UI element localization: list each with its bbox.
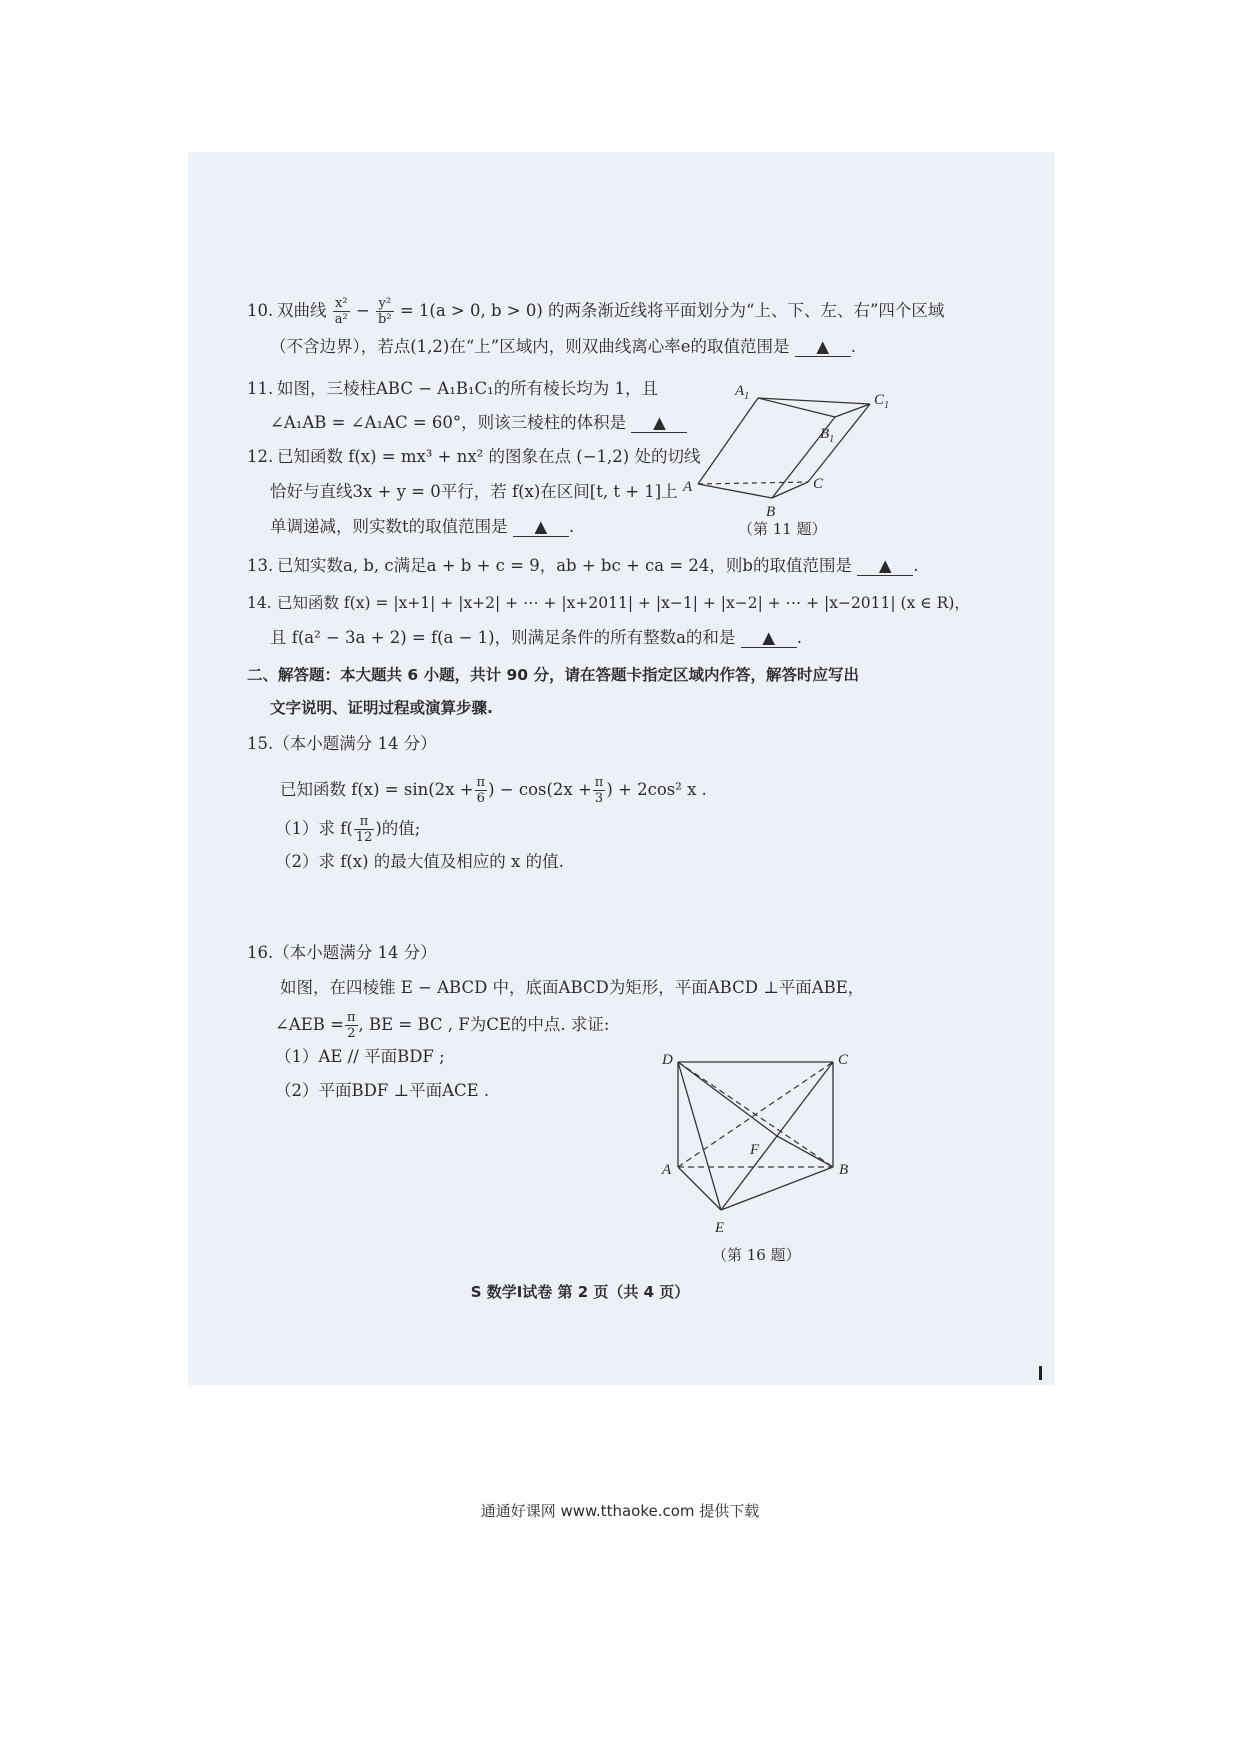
fraction-pi-6 — [475, 775, 488, 806]
text: ) + 2cos² x . — [606, 780, 707, 799]
text: 单调递减，则实数t的取值范围是 — [270, 517, 508, 536]
fraction-x2-a2 — [333, 296, 350, 327]
numerator: x² — [333, 296, 350, 312]
section-2-heading-line-1: 二、解答题：本大题共 6 小题，共计 90 分，请在答题卡指定区域内作答，解答时应写出 — [247, 666, 859, 684]
text: 已知函数 f(x) = mx³ + nx² 的图象在点 (−1,2) 处的切线 — [277, 447, 701, 466]
numerator: π — [594, 775, 604, 790]
problem-16-line-1: 如图，在四棱锥 E − ABCD 中，底面ABCD为矩形，平面ABCD ⊥平面ABE， — [280, 978, 865, 997]
fraction-y2-b2 — [376, 296, 394, 327]
text: ∠A₁AB = ∠A₁AC = 60°，则该三棱柱的体积是 — [270, 413, 627, 432]
text: ∠AEB = — [275, 1015, 344, 1034]
problem-11-line-2 — [270, 412, 687, 434]
text: 恰好与直线3x + y = 0平行，若 f(x)在区间[t, t + 1]上 — [270, 482, 678, 501]
page-footer: S 数学Ⅰ试卷 第 2 页（共 4 页） — [470, 1283, 690, 1301]
edge-a1-b1 — [758, 398, 835, 417]
denominator: b² — [378, 312, 392, 327]
problem-number: 11. — [247, 379, 274, 398]
denominator: 3 — [594, 791, 604, 806]
label-b: B — [839, 1162, 849, 1178]
edge-a-a1 — [698, 398, 758, 484]
fraction-pi-12 — [354, 814, 375, 845]
label-b: B — [766, 504, 776, 520]
problem-12-line-1 — [247, 446, 700, 468]
denominator: 2 — [347, 1026, 356, 1041]
download-caption: 通通好课网 www.tthaoke.com 提供下载 — [480, 1502, 760, 1520]
figure-16-pyramid — [655, 1050, 865, 1250]
problem-15-given — [280, 775, 707, 806]
denominator: 6 — [476, 791, 485, 806]
text: = 1(a > 0, b > 0) 的 — [399, 301, 565, 320]
text: 且 f(a² − 3a + 2) = f(a − 1)，则满足条件的所有整数a的和是 — [270, 628, 736, 647]
problem-15-question-2: （2）求 f(x) 的最大值及相应的 x 的值. — [275, 852, 564, 871]
answer-blank: ▲ — [513, 518, 569, 537]
problem-15-question-1 — [275, 814, 420, 845]
label-e: E — [715, 1220, 725, 1236]
denominator: a² — [334, 312, 348, 327]
problem-14-line-1 — [247, 592, 970, 614]
label-a: A — [683, 479, 693, 495]
label-d: D — [662, 1052, 673, 1068]
text: ) − cos(2x + — [488, 780, 592, 799]
edge-a-b — [698, 484, 772, 498]
text: （1）求 f( — [275, 819, 353, 838]
problem-15-head: 15.（本小题满分 14 分） — [247, 734, 437, 753]
label-a: A — [662, 1162, 672, 1178]
problem-16-line-2 — [275, 1010, 609, 1041]
problem-16-question-2: （2）平面BDF ⊥平面ACE . — [275, 1081, 490, 1100]
answer-blank: ▲ — [857, 557, 913, 576]
text: 已知函数 f(x) = |x+1| + |x+2| + ⋯ + |x+2011| + |x−1| + |x−2| + ⋯ + |x−2011| (x ∈ R)， — [277, 594, 970, 612]
problem-number: 12. — [247, 447, 274, 466]
text: , BE = BC , F为CE的中点. 求证: — [358, 1015, 610, 1034]
scan-edge-mark — [1039, 1366, 1042, 1380]
fraction-pi-3 — [593, 775, 606, 806]
problem-16-question-1: （1）AE // 平面BDF ; — [275, 1047, 445, 1066]
problem-13: 13. 已知实数a, b, c满足a + b + c = 9，ab + bc + ca = 24，则b的取值范围是 ▲ . — [247, 556, 919, 575]
figure-16-caption: （第 16 题） — [712, 1246, 801, 1264]
numerator: π — [476, 775, 486, 790]
problem-10-line-1: 10. 双曲线 $\frac{\text{x²}}{\text{a²}}$ − $\frac{\text{y²}}{\text{b²}}$ = 1(a > 0, b > 0) 的两条渐近线将平面划分为“上、下、左、右”四个区域 — [247, 296, 945, 327]
answer-blank: ▲ — [795, 338, 851, 357]
edge-f-b — [777, 1136, 833, 1167]
problem-number: 14. — [247, 594, 272, 612]
numerator: π — [346, 1010, 356, 1025]
figure-11-caption: （第 11 题） — [738, 520, 827, 538]
text: （不含边界），若点(1,2)在“上”区域内，则双曲线离心率e的取值范围是 — [270, 337, 790, 356]
section-2-heading-line-2: 文字说明、证明过程或演算步骤. — [270, 699, 493, 717]
denominator: 12 — [355, 830, 373, 845]
text: 双曲线 — [277, 301, 327, 320]
edge-a1-c1 — [758, 398, 870, 404]
problem-14-line-2: 且 f(a² − 3a + 2) = f(a − 1)，则满足条件的所有整数a的和是 ▲ . — [270, 628, 802, 647]
label-c: C — [813, 476, 824, 492]
fraction-pi-2 — [345, 1010, 358, 1041]
text: 如图，三棱柱ABC − A₁B₁C₁的所有棱长均为 1，且 — [277, 379, 659, 398]
edge-d-f — [678, 1062, 777, 1136]
label-c1: $C_1$ — [874, 392, 890, 411]
text: 已知实数a, b, c满足a + b + c = 9，ab + bc + ca = 24，则b的取值范围是 — [277, 556, 852, 575]
problem-12-line-3: 单调递减，则实数t的取值范围是 ▲ . — [270, 517, 575, 536]
problem-12-line-2 — [270, 481, 678, 503]
numerator: π — [354, 814, 375, 830]
problem-11-line-1 — [247, 378, 658, 400]
problem-10-line-2: （不含边界），若点(1,2)在“上”区域内，则双曲线离心率e的取值范围是 ▲ . — [270, 337, 857, 356]
answer-blank: ▲ — [741, 629, 797, 648]
label-a1: $A_1$ — [735, 383, 750, 402]
label-b1: $B_1$ — [820, 426, 835, 445]
label-c: C — [838, 1052, 849, 1068]
text: )的值; — [375, 819, 421, 838]
numerator: y² — [376, 296, 394, 312]
problem-number: 10. — [247, 301, 274, 320]
text: 已知函数 f(x) = sin(2x + — [280, 780, 474, 799]
edge-a-c-hidden — [698, 482, 808, 484]
label-f: F — [750, 1142, 760, 1158]
problem-number: 13. — [247, 556, 274, 575]
text: 两条渐近线将平面划分为“上、下、左、右”四个区域 — [564, 301, 945, 320]
answer-blank: ▲ — [631, 414, 687, 433]
problem-16-head: 16.（本小题满分 14 分） — [247, 943, 437, 962]
